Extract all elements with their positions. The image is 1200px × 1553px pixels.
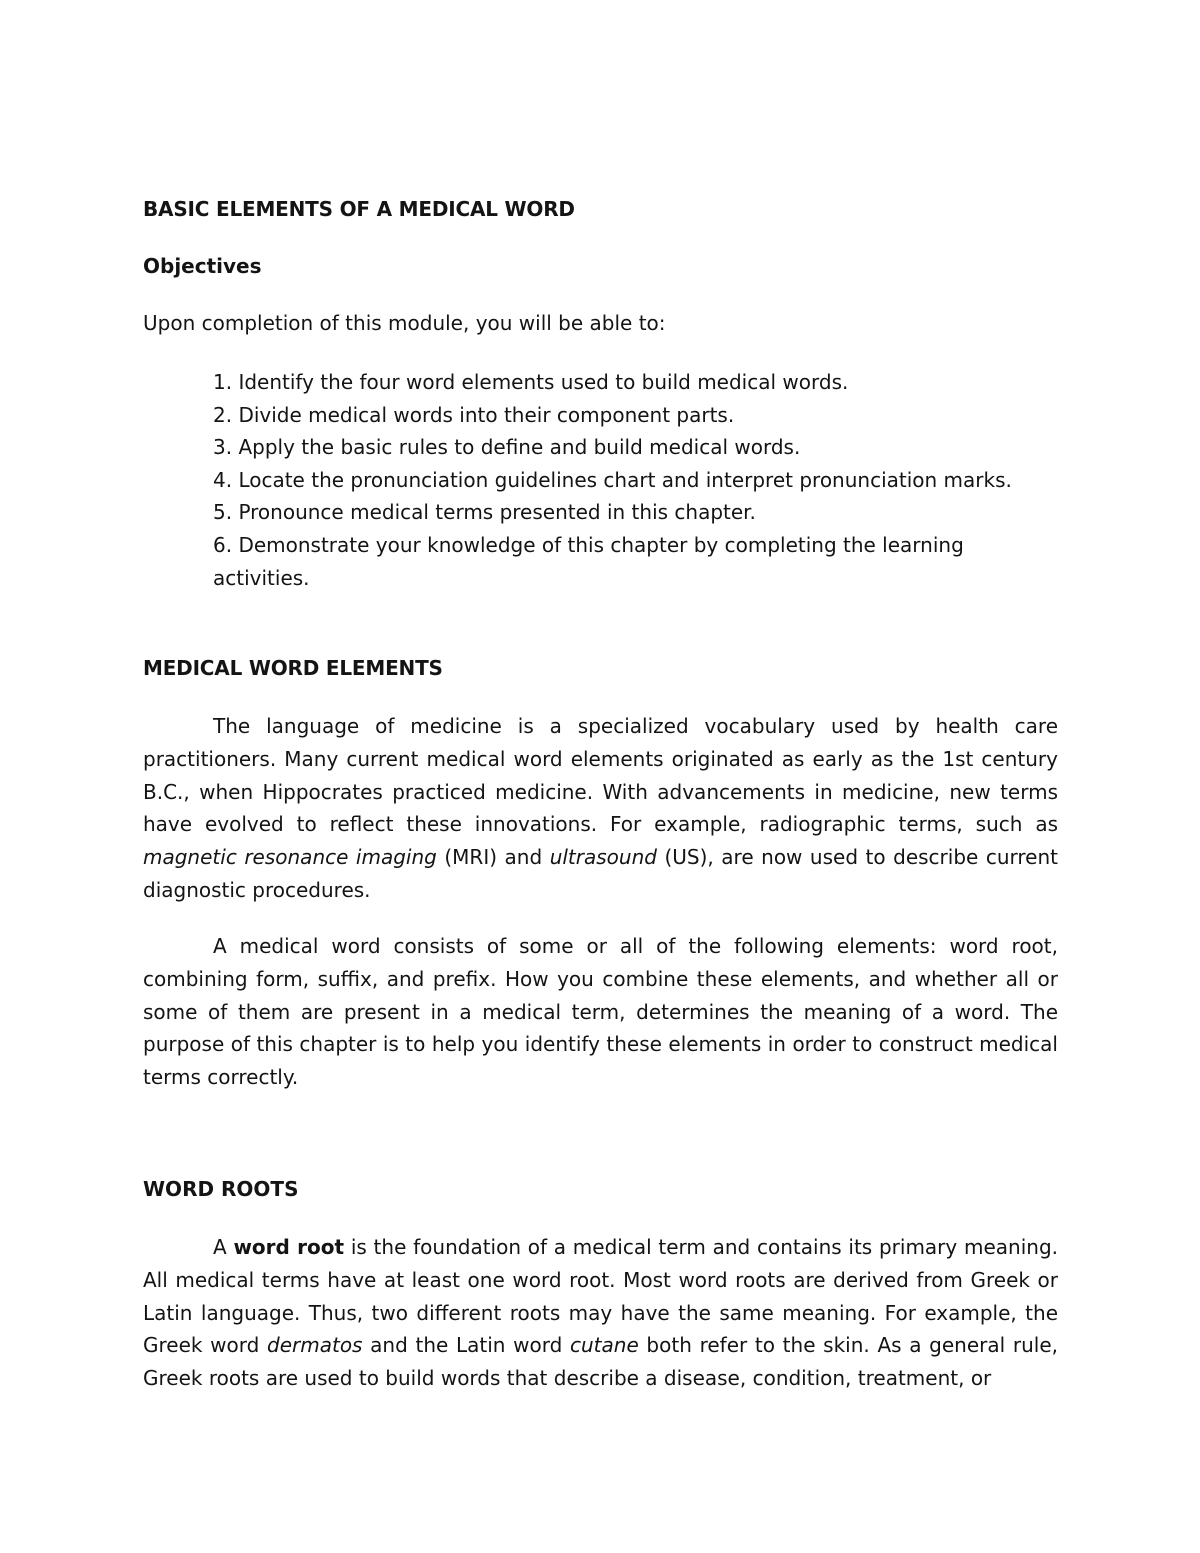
paragraph-text: (US), are now used to describe current diagnostic procedures. bbox=[143, 845, 1058, 902]
bold-term: word root bbox=[233, 1235, 345, 1259]
paragraph-text: is the foundation of a medical term and contains its primary meaning. All medical terms have at least one word root. Most word roots are derived from Greek or Latin language. Thus, two different roots may have the same meaning. For example, the Greek word bbox=[143, 1235, 1058, 1358]
objectives-heading: Objectives bbox=[143, 254, 262, 278]
objectives-list bbox=[213, 366, 1013, 594]
page-title: BASIC ELEMENTS OF A MEDICAL WORD bbox=[143, 197, 575, 221]
objective-item: 3. Apply the basic rules to define and build medical words. bbox=[213, 435, 801, 460]
paragraph-text: both refer to the skin. As a general rule, Greek roots are used to build words that describe a disease, condition, treatment, or bbox=[143, 1333, 1058, 1391]
section-heading-medical-word-elements: MEDICAL WORD ELEMENTS bbox=[143, 656, 443, 680]
emphasis-term: dermatos bbox=[267, 1333, 363, 1358]
objective-item: 2. Divide medical words into their component parts. bbox=[213, 402, 735, 427]
objective-item: 6. Demonstrate your knowledge of this chapter by completing the learning activities. bbox=[213, 532, 964, 590]
paragraph-text: A bbox=[213, 1235, 234, 1259]
objective-item: 5. Pronounce medical terms presented in this chapter. bbox=[213, 500, 756, 525]
paragraph-text: The language of medicine is a specialized vocabulary used by health care practitioners. Many current medical word elements originated as early as the 1st century B.C., when Hippocrates practiced medicine. With advancements in medicine, new terms have evolved to reflect these innovations. For example, radiographic terms, such as bbox=[143, 714, 1058, 837]
intro-text: Upon completion of this module, you will be able to: bbox=[143, 311, 666, 335]
paragraph-text: (MRI) and bbox=[436, 845, 550, 870]
paragraph-text: and the Latin word bbox=[362, 1333, 570, 1358]
paragraph-language-of-medicine bbox=[143, 710, 1058, 907]
paragraph-medical-word-consists bbox=[143, 930, 1058, 1094]
section-heading-word-roots: WORD ROOTS bbox=[143, 1177, 299, 1201]
objective-item: 4. Locate the pronunciation guidelines chart and interpret pronunciation marks. bbox=[213, 467, 1012, 492]
emphasis-term: magnetic resonance imaging bbox=[143, 845, 437, 870]
objective-item: 1. Identify the four word elements used to build medical words. bbox=[213, 370, 849, 394]
paragraph-text: A medical word consists of some or all of the following elements: word root, combining form, suffix, and prefix. How you combine these elements, and whether all or some of them are present in a medical term, determines the meaning of a word. The purpose of this chapter is to help you identify these elements in order to construct medical terms correctly. bbox=[143, 934, 1058, 1090]
emphasis-term: ultrasound bbox=[549, 845, 657, 870]
emphasis-term: cutane bbox=[570, 1333, 639, 1358]
paragraph-word-root bbox=[143, 1231, 1058, 1395]
